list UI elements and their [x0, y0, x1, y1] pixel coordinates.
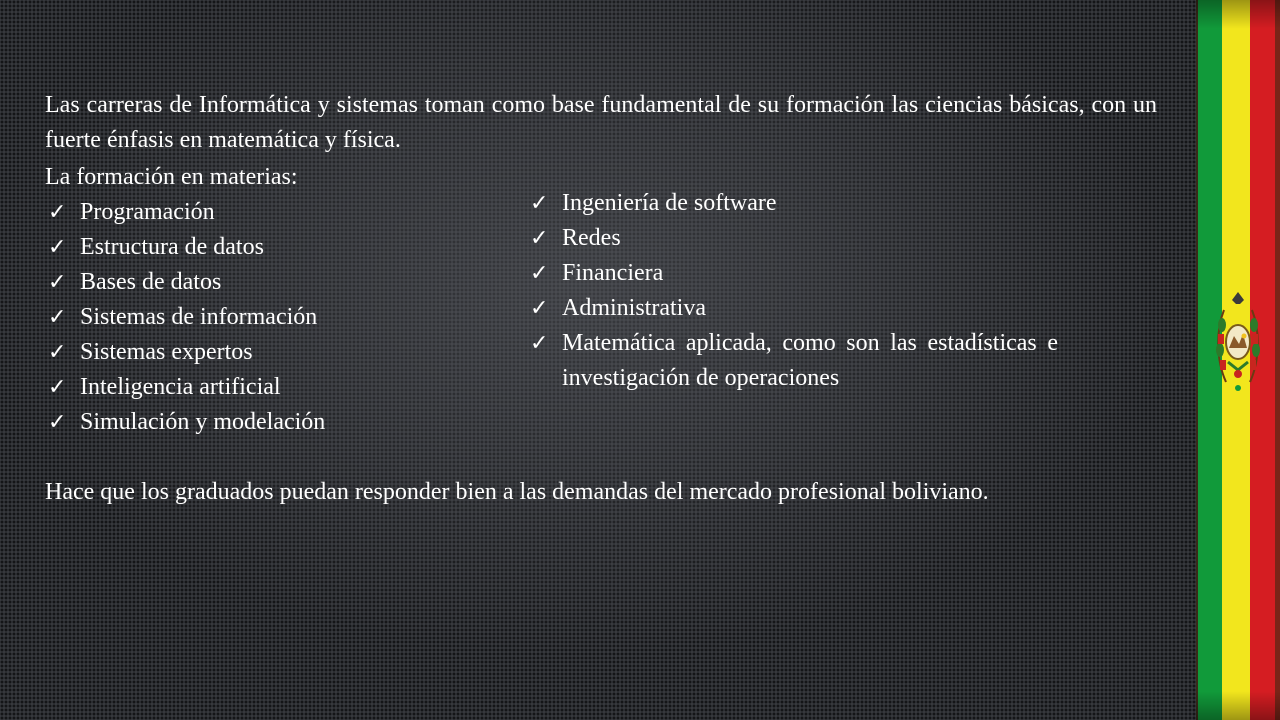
checkmark-icon: ✓: [530, 261, 549, 286]
list-item: [528, 291, 1058, 326]
list-item: [46, 195, 466, 230]
list-item: [528, 186, 1058, 221]
list-item: [46, 265, 466, 300]
checkmark-icon: ✓: [48, 375, 67, 400]
checkmark-icon: ✓: [48, 410, 67, 435]
checkmark-icon: ✓: [48, 200, 67, 225]
list-item-label: Estructura de datos: [80, 234, 264, 260]
checkmark-icon: ✓: [48, 305, 67, 330]
list-item-label: Inteligencia artificial: [80, 374, 281, 400]
list-item-label: Redes: [562, 225, 621, 251]
checkmark-icon: ✓: [530, 296, 549, 321]
list-item: [46, 370, 466, 405]
list-item: [46, 405, 466, 440]
list-item: [528, 256, 1058, 291]
list-item-label: Sistemas expertos: [80, 339, 253, 365]
flag-frame: [1275, 0, 1280, 720]
list-item-label: Matemática aplicada, como son las estadísticas e investigación de operaciones: [562, 330, 1058, 391]
list-item-label: Administrativa: [562, 295, 706, 321]
list-item: [46, 335, 466, 370]
coat-of-arms-icon: [1214, 290, 1262, 400]
list-item-label: Financiera: [562, 260, 664, 286]
list-item: [46, 300, 466, 335]
checkmark-icon: ✓: [48, 270, 67, 295]
conclusion-paragraph: Hace que los graduados puedan responder bien a las demandas del mercado profesional boliviano.: [45, 479, 989, 505]
list-item-label: Ingeniería de software: [562, 190, 777, 216]
list-item-label: Simulación y modelación: [80, 409, 326, 435]
subjects-heading: La formación en materias:: [45, 164, 298, 190]
checkmark-icon: ✓: [530, 331, 549, 356]
checkmark-icon: ✓: [530, 191, 549, 216]
checkmark-icon: ✓: [48, 235, 67, 260]
bolivian-flag-icon: [1196, 0, 1280, 720]
list-item-label: Bases de datos: [80, 269, 222, 295]
checkmark-icon: ✓: [530, 226, 549, 251]
subjects-list-right: [528, 186, 1058, 396]
subjects-list-left: [46, 195, 466, 440]
list-item: [46, 230, 466, 265]
intro-paragraph: Las carreras de Informática y sistemas toman como base fundamental de su formación las ciencias básicas, con un fuerte énfasis en matemática y física.: [45, 92, 1157, 153]
list-item-label: Sistemas de información: [80, 304, 318, 330]
list-item: [528, 326, 1058, 396]
list-item: [528, 221, 1058, 256]
checkmark-icon: ✓: [48, 340, 67, 365]
list-item-label: Programación: [80, 199, 215, 225]
